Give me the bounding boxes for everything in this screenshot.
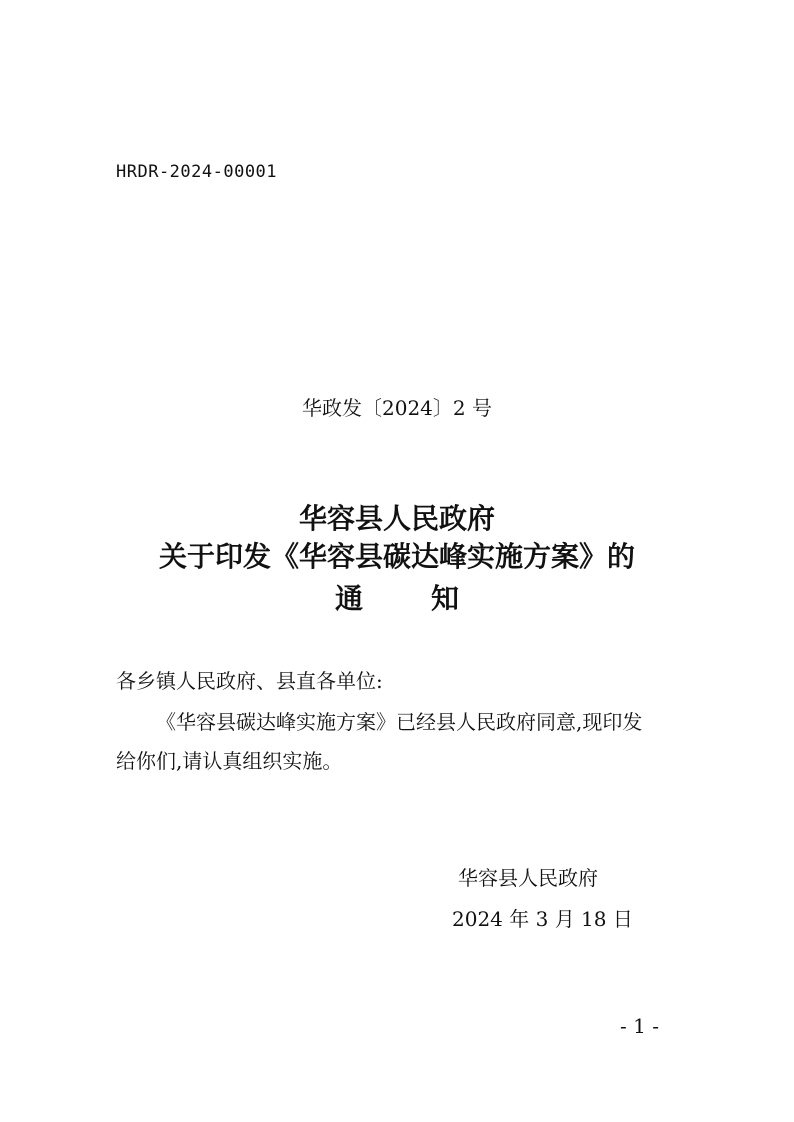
title-line-3-first: 通 bbox=[334, 582, 363, 615]
document-number: 华政发〔2024〕2 号 bbox=[302, 396, 492, 420]
title-line-1: 华容县人民政府 bbox=[298, 502, 495, 535]
addressee: 各乡镇人民政府、县直各单位: bbox=[116, 669, 383, 693]
title-line-3-second: 知 bbox=[431, 582, 460, 615]
title-line-3 bbox=[0, 577, 794, 617]
body-paragraph-line-2: 给你们,请认真组织实施。 bbox=[116, 749, 343, 773]
body-paragraph-line-1: 《华容县碳达峰实施方案》已经县人民政府同意,现印发 bbox=[156, 710, 643, 734]
document-code: HRDR-2024-00001 bbox=[116, 162, 278, 182]
signature-date: 2024 年 3 月 18 日 bbox=[452, 907, 633, 931]
title-line-2: 关于印发《华容县碳达峰实施方案》的 bbox=[158, 540, 635, 573]
page-number: - 1 - bbox=[620, 1014, 659, 1038]
signature-organization: 华容县人民政府 bbox=[458, 866, 598, 890]
